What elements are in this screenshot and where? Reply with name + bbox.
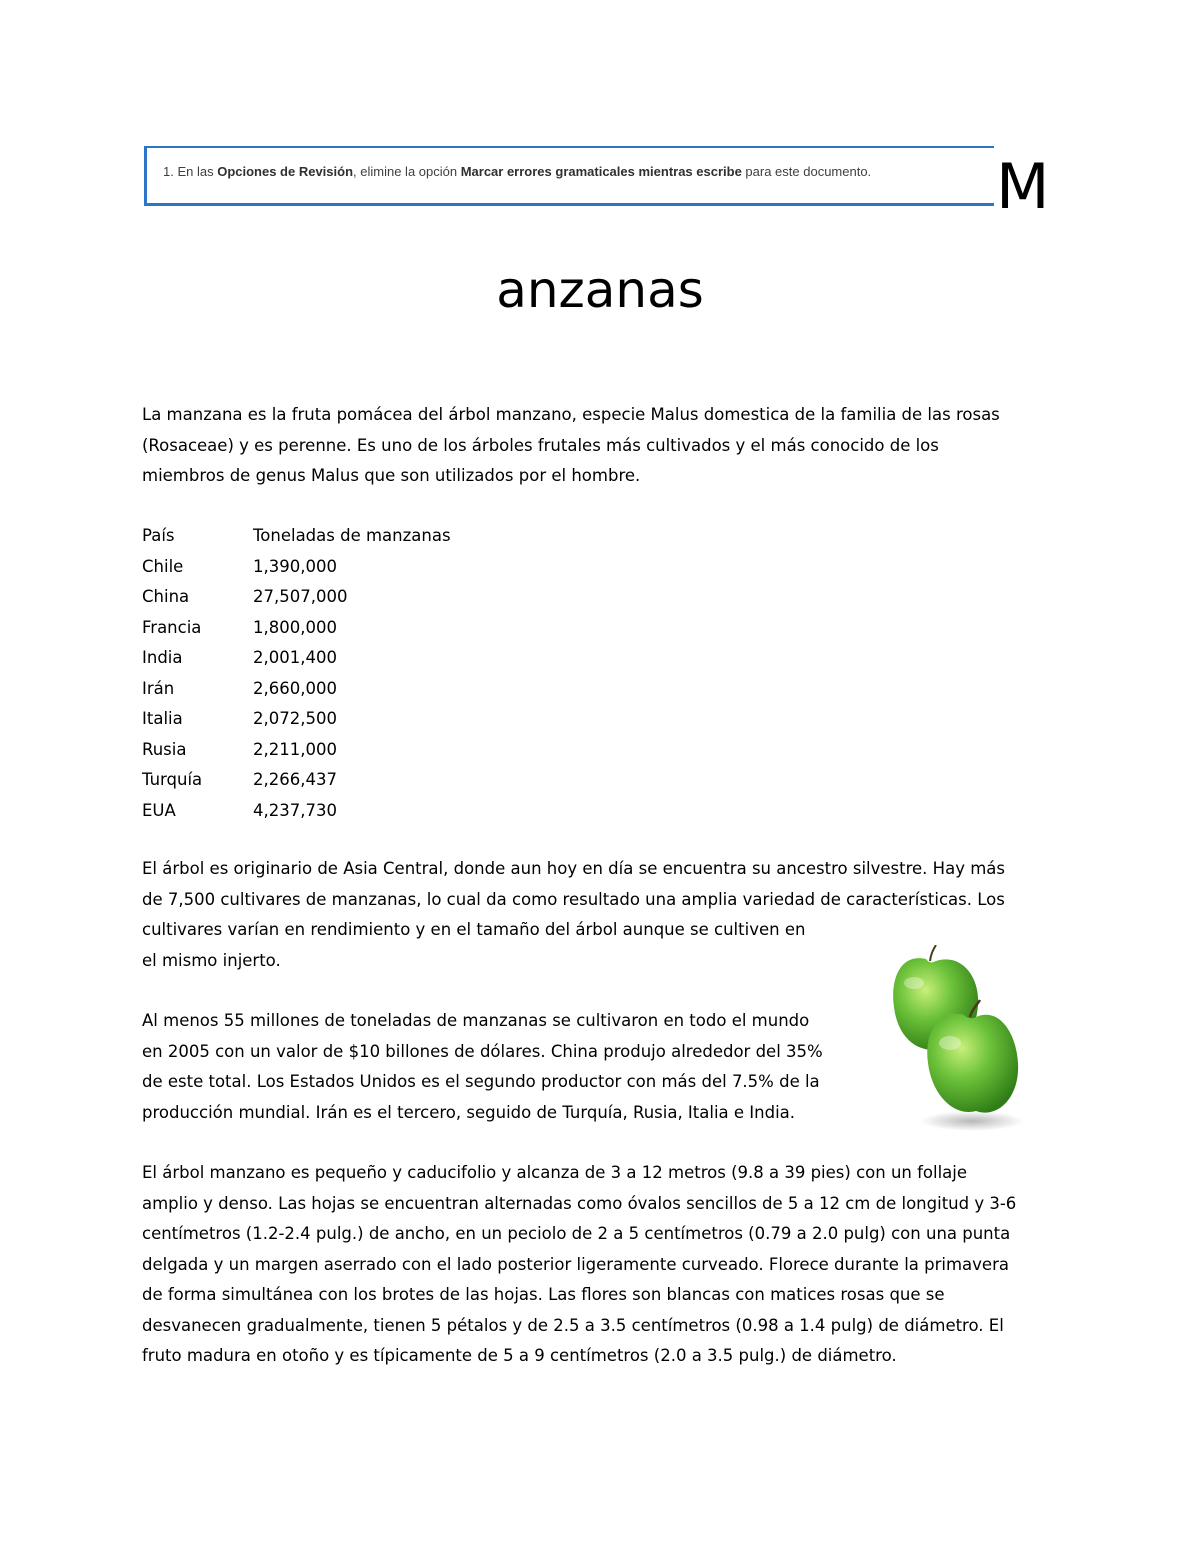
production-table: [142, 521, 451, 826]
country-cell: Italia: [142, 709, 183, 728]
text-line: cultivares varían en rendimiento y en el tamaño del árbol aunque se cultiven en: [142, 920, 806, 939]
text-line: de 7,500 cultivares de manzanas, lo cual da como resultado una amplia variedad de características. Los: [142, 889, 1005, 909]
green-apples-image: [880, 945, 1030, 1135]
tons-cell: 27,507,000: [253, 587, 348, 606]
text-line: el mismo injerto.: [142, 950, 281, 970]
text-line: producción mundial. Irán es el tercero, seguido de Turquía, Rusia, Italia e India.: [142, 1102, 796, 1122]
country-cell: China: [142, 587, 190, 606]
tons-cell: 2,001,400: [253, 648, 337, 667]
instruction-prefix: 1. En las: [163, 164, 218, 179]
text-line: La manzana es la fruta pomácea del árbol manzano, especie Malus domestica de la familia de las rosas: [142, 405, 1000, 424]
text-line: El árbol es originario de Asia Central, donde aun hoy en día se encuentra su ancestro silvestre. Hay más: [142, 859, 1005, 878]
instruction-box: [144, 146, 994, 206]
table-row: [142, 735, 451, 766]
country-cell: Chile: [142, 556, 184, 576]
table-row: [142, 613, 451, 644]
table-row: [142, 552, 451, 583]
table-header: [142, 521, 451, 552]
country-cell: Turquía: [142, 770, 203, 789]
table-row: [142, 704, 451, 735]
table-row: [142, 674, 451, 705]
page-title: anzanas: [496, 261, 704, 319]
instruction-suffix: para este documento.: [741, 164, 872, 179]
country-cell: Francia: [142, 617, 202, 637]
tons-cell: 2,266,437: [253, 770, 337, 789]
country-cell: Irán: [142, 678, 175, 698]
text-line: miembros de genus Malus que son utilizados por el hombre.: [142, 466, 641, 485]
table-row: [142, 643, 451, 674]
table-row: [142, 765, 451, 796]
tons-cell: 1,800,000: [253, 617, 337, 637]
intro-paragraph: [142, 400, 1000, 492]
tree-paragraph: [142, 1158, 1016, 1372]
production-paragraph: [142, 1006, 823, 1128]
tons-cell: 2,072,500: [253, 709, 337, 728]
tons-cell: 2,660,000: [253, 678, 337, 698]
text-line: El árbol manzano es pequeño y caducifolio y alcanza de 3 a 12 metros (9.8 a 39 pies) con un follaje: [142, 1163, 968, 1182]
text-line: amplio y denso. Las hojas se encuentran alternadas como óvalos sencillos de 5 a 12 cm de longitud y 3-6: [142, 1193, 1017, 1213]
instruction-bold-options: Opciones de Revisión: [217, 164, 354, 179]
header-country: País: [142, 526, 175, 545]
tons-cell: 2,211,000: [253, 739, 337, 759]
country-cell: India: [142, 648, 183, 667]
instruction-middle: , elimine la opción: [353, 164, 461, 179]
tons-cell: 4,237,730: [253, 800, 337, 820]
tons-cell: 1,390,000: [253, 556, 337, 576]
text-line: desvanecen gradualmente, tienen 5 pétalos y de 2.5 a 3.5 centímetros (0.98 a 1.4 pulg) de diámetro. El: [142, 1315, 1004, 1335]
country-cell: EUA: [142, 800, 176, 820]
text-line: de forma simultánea con los brotes de las hojas. Las flores son blancas con matices rosas que se: [142, 1285, 945, 1304]
text-line: Al menos 55 millones de toneladas de manzanas se cultivaron en todo el mundo: [142, 1011, 810, 1030]
header-tons: Toneladas de manzanas: [253, 526, 451, 545]
text-line: en 2005 con un valor de $10 billones de dólares. China produjo alrededor del 35%: [142, 1041, 823, 1061]
table-row: [142, 582, 451, 613]
origin-paragraph: [142, 854, 1005, 976]
text-line: centímetros (1.2-2.4 pulg.) de ancho, en un peciolo de 2 a 5 centímetros (0.79 a 2.0 pulg) con una punta: [142, 1224, 1011, 1243]
instruction-bold-option-name: Marcar errores gramaticales mientras escribe: [460, 164, 742, 179]
country-cell: Rusia: [142, 739, 187, 759]
text-line: delgada y un margen aserrado con el lado posterior ligeramente curveado. Florece durante la primavera: [142, 1254, 1009, 1274]
table-row: [142, 796, 451, 827]
instruction-text: [163, 164, 871, 179]
text-line: (Rosaceae) y es perenne. Es uno de los árboles frutales más cultivados y el más conocido de los: [142, 435, 939, 455]
text-line: de este total. Los Estados Unidos es el segundo productor con más del 7.5% de la: [142, 1072, 820, 1091]
text-line: fruto madura en otoño y es típicamente de 5 a 9 centímetros (2.0 a 3.5 pulg.) de diámetro.: [142, 1346, 897, 1365]
drop-cap: M: [996, 150, 1050, 223]
